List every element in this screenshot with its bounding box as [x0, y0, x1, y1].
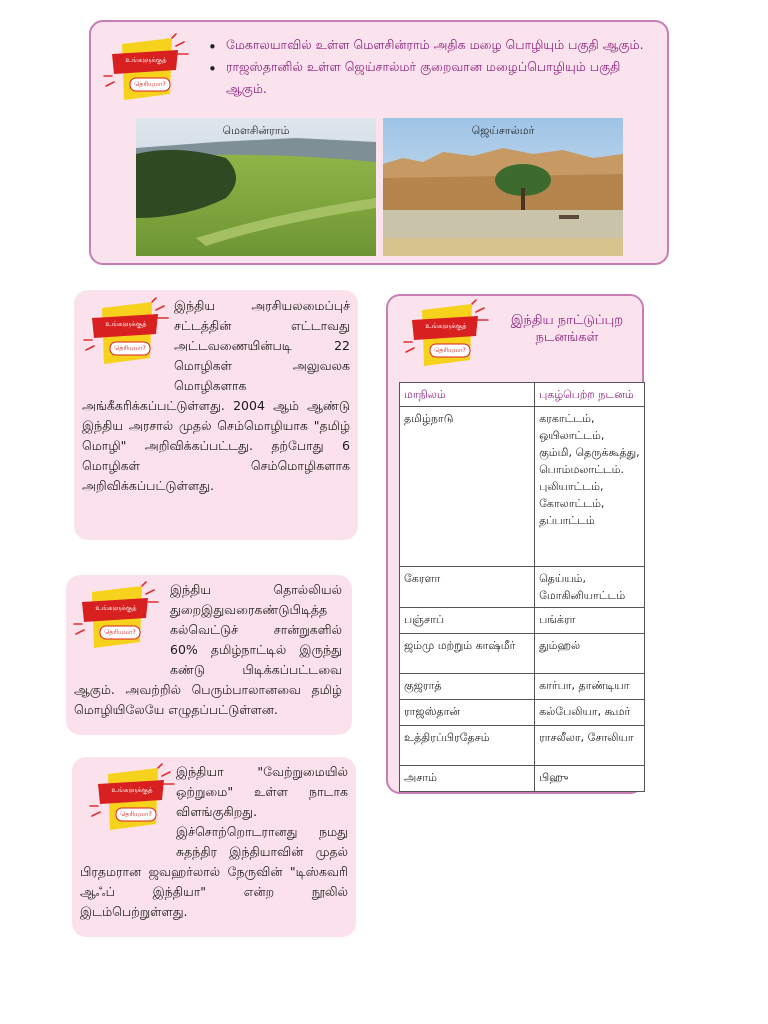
table-row [400, 700, 645, 726]
badge-line1: உங்களுக்குத் [95, 604, 137, 612]
badge-line2: தெரியுமா? [114, 344, 146, 352]
table-row [400, 407, 645, 567]
rainfall-bullets [208, 34, 658, 100]
badge-line1: உங்களுக்குத் [105, 320, 147, 328]
dance-cell: பிஹு [535, 766, 645, 792]
column-header-state: மாநிலம் [400, 383, 535, 407]
badge-line2: தெரியுமா? [434, 346, 466, 354]
badge-line1: உங்களுக்குத் [111, 786, 153, 794]
table-row [400, 567, 645, 608]
photo-jaisalmer [383, 118, 623, 256]
inscriptions-text: இந்திய தொல்லியல் துறைஇதுவரைகண்டுபிடித்த கல்வெட்டுச் சான்றுகளில் 60% தமிழ்நாட்டில் இருந்து கண்டு பிடிக்கப்பட்டவை ஆகும். அவற்றில் பெரும்பாலானவை தமிழ் மொழியிலேயே எழுதப்பட்டுள்ளன. [74, 582, 342, 717]
photo-caption: மௌசின்ராம் [222, 124, 290, 137]
languages-text: இந்திய அரசியலமைப்புச் சட்டத்தின் எட்டாவது அட்டவணையின்படி 22 மொழிகள் அலுவலக மொழிகளாக அங்கீகரிக்கப்பட்டுள்ளது. 2004 ஆம் ஆண்டு இந்திய அரசால் முதல் செம்மொழியாக "தமிழ் மொழி" அறிவிக்கப்பட்டது. தற்போது 6 மொழிகள் செம்மொழிகளாக அறிவிக்கப்பட்டுள்ளது. [82, 298, 350, 493]
dance-cell: ராசலீலா, சோலியா [535, 726, 645, 766]
dance-cell: தெய்யம், மோகினியாட்டம் [535, 567, 645, 608]
unity-text: இந்தியா "வேற்றுமையில் ஒற்றுமை" உள்ள நாடாக விளங்குகிறது. இச்சொற்றொடரானது நமது சுதந்திர இந்தியாவின் முதல் பிரதமரான ஜவஹர்லால் நேருவின் "டிஸ்கவரி ஆஃப் இந்தியா" என்ற நூலில் இடம்பெற்றுள்ளது. [80, 764, 348, 919]
badge-line1: உங்களுக்குத் [125, 56, 167, 64]
table-row [400, 674, 645, 700]
table-header-row [400, 383, 645, 407]
table-row [400, 726, 645, 766]
badge-line2: தெரியுமா? [104, 628, 136, 636]
state-cell: குஜராத் [400, 674, 535, 700]
state-cell: பஞ்சாப் [400, 608, 535, 634]
folk-dance-title: இந்திய நாட்டுப்புற நடனங்கள் [510, 313, 624, 345]
bullet-item: • ராஜஸ்தானில் உள்ள ஜெய்சால்மர் குறைவான மழைப்பொழியும் பகுதி ஆகும். [208, 56, 658, 100]
dance-cell: பங்க்ரா [535, 608, 645, 634]
badge-line2: தெரியுமா? [134, 80, 166, 88]
photo-caption: ஜெய்சால்மர் [471, 124, 535, 137]
did-you-know-badge [100, 32, 192, 106]
table-row [400, 634, 645, 674]
folk-dance-table [399, 382, 645, 792]
bullet-item: • மேகாலயாவில் உள்ள மௌசின்ராம் அதிக மழை பொழியும் பகுதி ஆகும். [208, 34, 658, 56]
badge-line1: உங்களுக்குத் [425, 322, 467, 330]
table-row [400, 608, 645, 634]
state-cell: கேரளா [400, 567, 535, 608]
dance-cell: கல்பேலியா, கூமர் [535, 700, 645, 726]
badge-line2: தெரியுமா? [120, 810, 152, 818]
dance-cell: கார்பா, தாண்டியா [535, 674, 645, 700]
photo-mawsynram [136, 118, 376, 256]
state-cell: தமிழ்நாடு [400, 407, 535, 567]
state-cell: அசாம் [400, 766, 535, 792]
state-cell: ஜம்மு மற்றும் காஷ்மீர் [400, 634, 535, 674]
did-you-know-badge [400, 298, 492, 372]
column-header-dance: புகழ்பெற்ற நடனம் [535, 383, 645, 407]
dance-cell: கரகாட்டம், ஒயிலாட்டம், கும்மி, தெருக்கூத்து, பொம்மலாட்டம். புலியாட்டம், கோலாட்டம், தப்பாட்டம் [535, 407, 645, 567]
state-cell: உத்திரப்பிரதேசம் [400, 726, 535, 766]
table-row [400, 766, 645, 792]
dance-cell: தும்ஹல் [535, 634, 645, 674]
state-cell: ராஜஸ்தான் [400, 700, 535, 726]
